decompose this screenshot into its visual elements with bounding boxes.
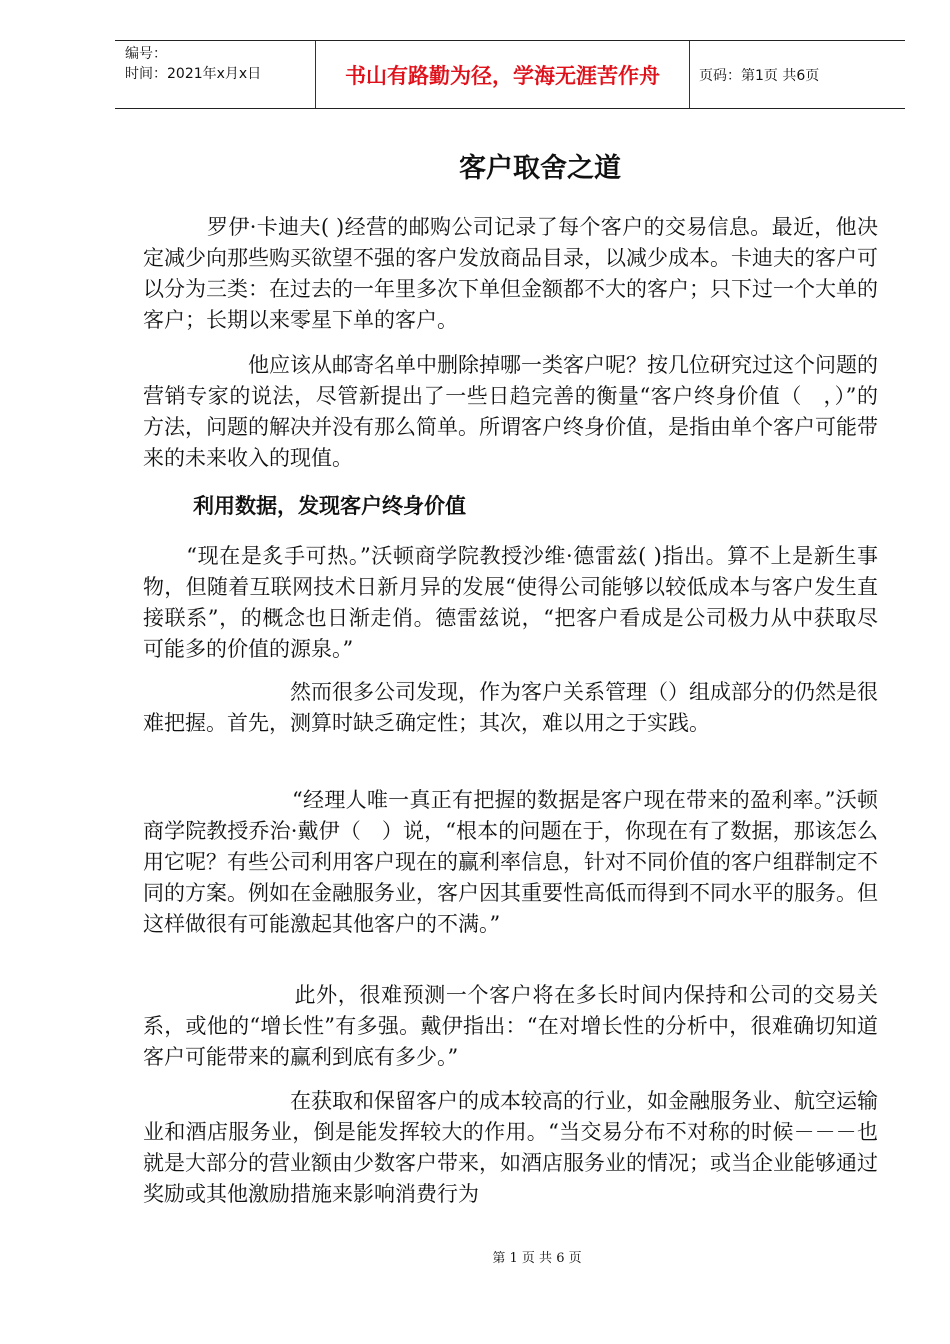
document-number-label: 编号： bbox=[125, 46, 167, 62]
page-footer: 第 1 页 共 6 页 bbox=[492, 1251, 582, 1266]
header-motto: 书山有路勤为径，学海无涯苦作舟 bbox=[316, 41, 690, 108]
paragraph-6: 此外，很难预测一个客户将在多长时间内保持和公司的交易关系，或他的“增长性”有多强。戴伊指出：“在对增长性的分析中，很难确切知道客户可能带来的赢利到底有多少。” bbox=[143, 983, 878, 1069]
paragraph-7: 在获取和保留客户的成本较高的行业，如金融服务业、航空运输业和酒店服务业，倒是能发挥较大的作用。“当交易分布不对称的时候－－－也就是大部分的营业额由少数客户带来，如酒店服务业的情况；或当企业能够通过奖励或其他激励措施来影响消费行为 bbox=[143, 1089, 878, 1206]
document-date-label: 时间：2021年x月x日 bbox=[125, 66, 262, 82]
paragraph-1: 罗伊·卡迪夫( )经营的邮购公司记录了每个客户的交易信息。最近，他决定减少向那些购买欲望不强的客户发放商品目录，以减少成本。卡迪夫的客户可以分为三类：在过去的一年里多次下单但金额都不大的客户；只下过一个大单的客户；长期以来零星下单的客户。 bbox=[143, 215, 878, 332]
section-heading: 利用数据，发现客户终身价值 bbox=[193, 494, 466, 518]
header-meta-cell bbox=[115, 41, 316, 108]
paragraph-2: 他应该从邮寄名单中删除掉哪一类客户呢？按几位研究过这个问题的营销专家的说法，尽管新提出了一些日趋完善的衡量“客户终身价值（ ，）”的方法，问题的解决并没有那么简单。所谓客户终身价值，是指由单个客户可能带来的未来收入的现值。 bbox=[143, 353, 878, 470]
paragraph-3: “现在是炙手可热。”沃顿商学院教授沙维·德雷兹( )指出。算不上是新生事物，但随着互联网技术日新月异的发展“使得公司能够以较低成本与客户发生直接联系”，的概念也日渐走俏。德雷兹说，“把客户看成是公司极力从中获取尽可能多的价值的源泉。” bbox=[143, 544, 878, 661]
document-title: 客户取舍之道 bbox=[459, 153, 621, 184]
header-table bbox=[115, 40, 905, 109]
header-page-info: 页码：第1页 共6页 bbox=[699, 67, 820, 84]
paragraph-5: “经理人唯一真正有把握的数据是客户现在带来的盈利率。”沃顿商学院教授乔治·戴伊（ ）说，“根本的问题在于，你现在有了数据，那该怎么用它呢？有些公司利用客户现在的赢利率信息，针对不同价值的客户组群制定不同的方案。例如在金融服务业，客户因其重要性高低而得到不同水平的服务。但这样做很有可能激起其他客户的不满。” bbox=[143, 788, 878, 936]
paragraph-4: 然而很多公司发现，作为客户关系管理（）组成部分的仍然是很难把握。首先，测算时缺乏确定性；其次，难以用之于实践。 bbox=[143, 680, 878, 735]
